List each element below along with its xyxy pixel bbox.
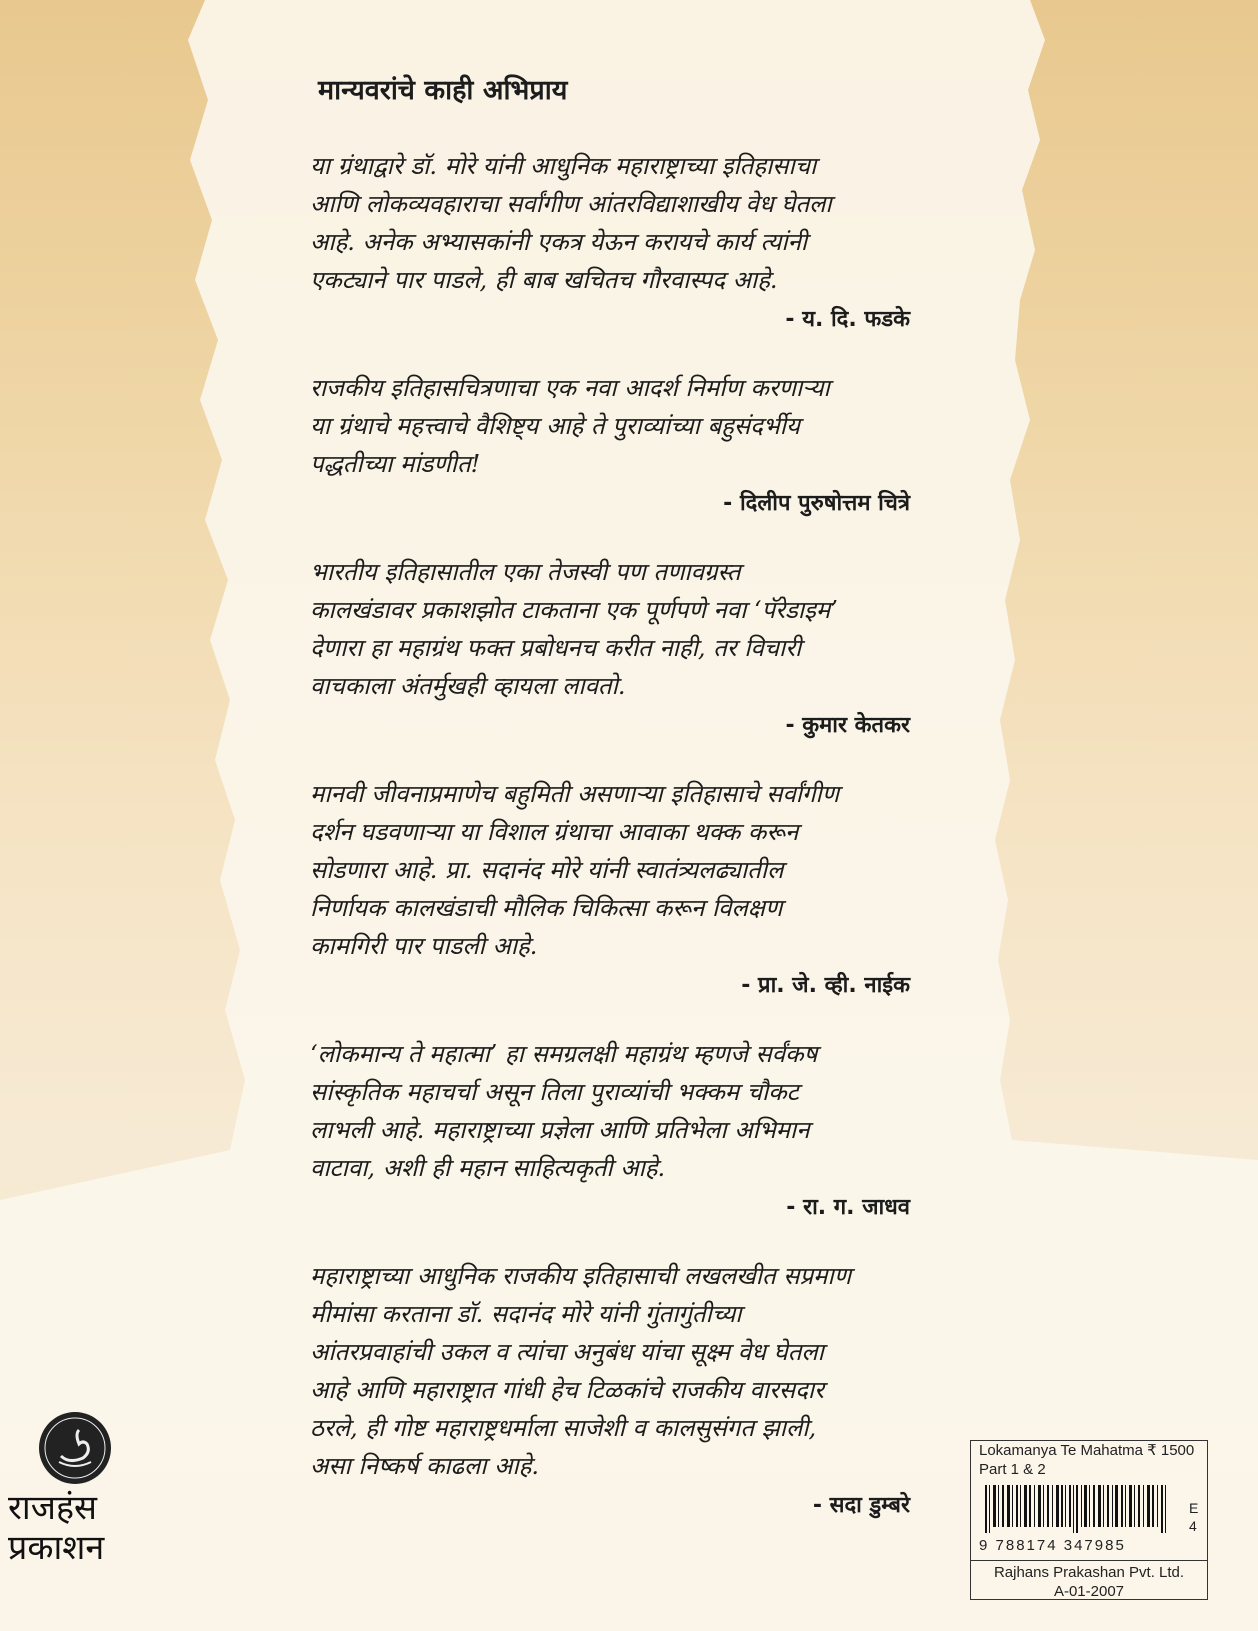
quote-author: - प्रा. जे. व्ही. नाईक [741, 973, 910, 998]
quote-line: आहे. अनेक अभ्यासकांनी एकत्र येऊन करायचे कार्य त्यांनी [310, 228, 808, 256]
quote-line: ठरले, ही गोष्ट महाराष्ट्रधर्माला साजेशी व कालसुसंगत झाली, [310, 1414, 817, 1442]
quote-line: पद्धतीच्या मांडणीत! [310, 450, 481, 478]
quote-4 [310, 775, 930, 999]
testimonials [310, 70, 930, 1555]
quote-3 [310, 553, 930, 739]
quote-line: राजकीय इतिहासचित्रणाचा एक नवा आदर्श निर्माण करणाऱ्या [310, 374, 830, 402]
publisher-name-line: राजहंस [8, 1488, 97, 1528]
quote-line: आंतरप्रवाहांची उकल व त्यांचा अनुबंध यांचा सूक्ष्म वेध घेतला [310, 1338, 824, 1366]
catalog-code: A-01-2007 [1053, 1583, 1125, 1600]
quote-text [310, 1035, 910, 1187]
barcode-label [970, 1440, 1208, 1600]
quote-line: मानवी जीवनाप्रमाणेच बहुमिती असणाऱ्या इतिहासाचे सर्वांगीण [310, 780, 840, 808]
quote-line: देणारा हा महाग्रंथ फक्त प्रबोधनच करीत नाही, तर विचारी [310, 634, 802, 662]
quote-6 [310, 1257, 930, 1519]
page-heading: मान्यवरांचे काही अभिप्राय [318, 75, 568, 106]
quote-1 [310, 147, 930, 333]
quote-text [310, 1257, 910, 1485]
quote-line: लाभली आहे. महाराष्ट्राच्या प्रज्ञेला आणि प्रतिभेला अभिमान [310, 1116, 810, 1144]
quote-text [310, 147, 910, 299]
quote-author: - दिलीप पुरुषोत्तम चित्रे [723, 491, 910, 516]
isbn-digits: 9 788174 347985 [979, 1537, 1126, 1554]
quote-line: वाचकाला अंतर्मुखही व्हायला लावतो. [310, 672, 626, 700]
quote-2 [310, 369, 930, 517]
quote-line: महाराष्ट्राच्या आधुनिक राजकीय इतिहासाची लखलखीत सप्रमाण [310, 1262, 852, 1290]
quote-text [310, 775, 910, 965]
quote-line: या ग्रंथाचे महत्त्वाचे वैशिष्ट्य आहे ते पुराव्यांच्या बहुसंदर्भीय [310, 412, 800, 440]
book-part: Part 1 & 2 [979, 1461, 1046, 1478]
barcode-footer [971, 1560, 1207, 1601]
quote-text [310, 553, 910, 705]
publisher-name [8, 1488, 130, 1568]
quote-line: भारतीय इतिहासातील एका तेजस्वी पण तणावग्रस्त [310, 558, 741, 586]
quote-line: वाटावा, अशी ही महान साहित्यकृती आहे. [310, 1154, 666, 1182]
quote-line: निर्णायक कालखंडाची मौलिक चिकित्सा करून विलक्षण [310, 894, 783, 922]
quote-text [310, 369, 910, 483]
swan-emblem-icon [39, 1412, 111, 1484]
publisher-name-line: प्रकाशन [8, 1528, 105, 1568]
quote-line: कामगिरी पार पाडली आहे. [310, 932, 538, 960]
quote-line: सांस्कृतिक महाचर्चा असून तिला पुराव्यांची भक्कम चौकट [310, 1078, 799, 1106]
quote-line: या ग्रंथाद्वारे डॉ. मोरे यांनी आधुनिक महाराष्ट्राच्या इतिहासाचा [310, 152, 817, 180]
quote-line: कालखंडावर प्रकाशझोत टाकताना एक पूर्णपणे नवा ‘पॅरेडाइम’ [310, 596, 838, 624]
quote-5 [310, 1035, 930, 1221]
quote-line: मीमांसा करताना डॉ. सदानंद मोरे यांनी गुंतागुंतीच्या [310, 1300, 742, 1328]
publisher-logo [8, 1412, 130, 1568]
quote-line: एकट्याने पार पाडले, ही बाब खचितच गौरवास्पद आहे. [310, 266, 778, 294]
quote-line: असा निष्कर्ष काढला आहे. [310, 1452, 540, 1480]
quote-author: - सदा डुम्बरे [812, 1493, 910, 1518]
quote-line: ‘लोकमान्य ते महात्मा’ हा समग्रलक्षी महाग्रंथ म्हणजे सर्वंकष [310, 1040, 818, 1068]
quote-author: - कुमार केतकर [785, 713, 910, 738]
quote-author: - य. दि. फडके [785, 307, 910, 332]
quote-author: - रा. ग. जाधव [786, 1195, 910, 1220]
quote-line: आणि लोकव्यवहाराचा सर्वांगीण आंतरविद्याशाखीय वेध घेतला [310, 190, 832, 218]
quote-line: सोडणारा आहे. प्रा. सदानंद मोरे यांनी स्वातंत्र्यलढ्यातील [310, 856, 784, 884]
barcode-side-code: E 4 [1189, 1500, 1199, 1534]
barcode-bars [985, 1485, 1181, 1533]
book-title-price: Lokamanya Te Mahatma ₹ 1500 [979, 1442, 1195, 1459]
quote-line: दर्शन घडवणाऱ्या या विशाल ग्रंथाचा आवाका थक्क करून [310, 818, 799, 846]
company-name: Rajhans Prakashan Pvt. Ltd. [993, 1564, 1185, 1581]
quote-line: आहे आणि महाराष्ट्रात गांधी हेच टिळकांचे राजकीय वारसदार [310, 1376, 824, 1404]
